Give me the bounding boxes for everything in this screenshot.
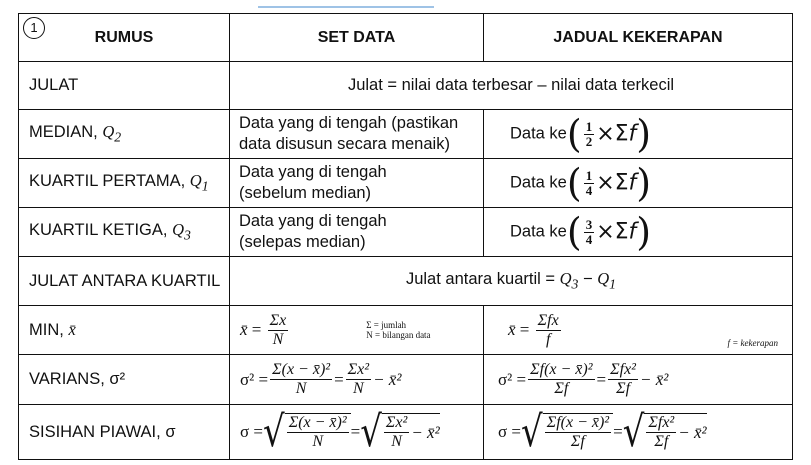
q3-symbol: Q — [172, 220, 184, 240]
q1-label-text: KUARTIL PERTAMA, — [29, 172, 186, 191]
median-set-data — [230, 110, 484, 159]
sigma-symbol: Σ — [614, 219, 629, 245]
f-symbol: f — [628, 170, 637, 196]
xbar-symbol: x̄ — [240, 320, 248, 339]
f-symbol: f — [628, 219, 637, 245]
times-symbol: × — [596, 121, 615, 147]
right-paren: ) — [636, 161, 652, 205]
sisihan-set-frac1 — [287, 414, 349, 451]
varians-set-den2: N — [353, 380, 364, 397]
left-paren: ( — [566, 161, 582, 205]
varians-jad-num1: Σf(x − x̄)² — [530, 361, 593, 378]
sisihan-jad-frac2 — [646, 414, 676, 451]
equals-sign: = — [251, 320, 262, 339]
sisihan-set-tail: − x̄² — [411, 422, 440, 442]
median-jadual — [484, 110, 793, 159]
sisihan-jad-num2: Σfx² — [648, 414, 675, 431]
right-paren: ) — [636, 210, 652, 254]
equals-sign: = — [350, 422, 361, 441]
varians-jad-den2: Σf — [616, 380, 631, 397]
sigma-symbol: Σ — [614, 121, 629, 147]
q3-jadual-prefix: Data ke — [510, 222, 567, 241]
row-julat — [19, 62, 793, 110]
iqr-q1-sub: 1 — [609, 276, 617, 292]
varians-jadual — [484, 355, 793, 405]
varians-jad-tail: − x̄² — [639, 369, 669, 389]
iqr-formula-text: Julat antara kuartil = — [405, 270, 556, 289]
sqrt-3: √ $\frac{\text{Σf(x − x̄)²}}{\Sigma f}$ — [521, 413, 613, 451]
sisihan-jadual — [484, 405, 793, 460]
iqr-minus: − — [583, 270, 593, 289]
iqr-label: JULAT ANTARA KUARTIL — [19, 257, 230, 306]
varians-set-frac2 — [346, 361, 371, 398]
formula-table — [18, 13, 793, 460]
varians-jad-frac1 — [528, 361, 594, 398]
sisihan-set-formula — [240, 407, 483, 457]
iqr-q3-sub: 3 — [571, 276, 579, 292]
q1-symbol: Q — [189, 171, 202, 191]
times-symbol: × — [596, 219, 615, 245]
sigma2-symbol: σ² — [240, 369, 255, 389]
sqrt-4: √ $\frac{\text{Σfx²}}{\Sigma f}$ − x̄² — [622, 407, 707, 457]
note-jumlah: Σ = jumlah — [366, 320, 407, 330]
q3-label-text: KUARTIL KETIGA, — [29, 221, 168, 240]
note-kekerapan: f = kekerapan — [727, 338, 778, 348]
q1-fraction — [584, 169, 595, 198]
min-label — [19, 306, 230, 355]
varians-symbol: σ² — [109, 370, 126, 388]
q1-set-line2: (sebelum median) — [239, 184, 372, 202]
q1-num: 1 — [585, 167, 593, 183]
varians-set-frac1 — [270, 361, 332, 398]
sisihan-symbol: σ — [165, 422, 176, 441]
header-jadual: JADUAL KEKERAPAN — [484, 14, 793, 62]
varians-set-den1: N — [295, 380, 307, 397]
equals-sign: = — [519, 320, 530, 339]
q3-set-line1: Data yang di tengah — [239, 212, 387, 230]
row-sisihan — [19, 405, 793, 460]
f-symbol: f — [628, 121, 637, 147]
sigma-symbol: Σ — [614, 170, 629, 196]
q1-set-line1: Data yang di tengah — [239, 163, 387, 181]
equals-sign: = — [511, 422, 522, 441]
row-median — [19, 110, 793, 159]
varians-set-data — [230, 355, 484, 405]
sqrt-1: √ $\frac{\text{Σ(x − x̄)²}}{N}$ — [263, 413, 351, 451]
note-bilangan-data: N = bilangan data — [366, 330, 431, 340]
min-symbol: x̄ — [68, 320, 76, 339]
varians-set-formula — [240, 361, 483, 398]
times-symbol: × — [596, 170, 615, 196]
min-jadual-fraction — [536, 312, 561, 349]
equals-sign: = — [516, 369, 527, 389]
sisihan-set-frac2 — [384, 414, 409, 451]
sisihan-jad-frac1 — [545, 414, 611, 451]
row-q3 — [19, 208, 793, 257]
q1-jadual — [484, 159, 793, 208]
sigma-symbol: σ — [240, 422, 250, 441]
equals-sign: = — [334, 369, 344, 389]
right-paren: ) — [636, 112, 652, 156]
sisihan-jad-tail: − x̄² — [678, 422, 707, 442]
row-varians — [19, 355, 793, 405]
min-set-data — [230, 306, 484, 355]
left-paren: ( — [566, 112, 582, 156]
varians-jadual-formula — [498, 361, 792, 398]
min-set-den: N — [272, 330, 284, 348]
median-fraction — [584, 120, 595, 149]
varians-label-text: VARIANS, — [29, 370, 105, 388]
sigma-symbol: σ — [498, 422, 508, 441]
sisihan-jadual-formula — [498, 407, 792, 457]
median-symbol: Q — [102, 122, 115, 142]
median-subscript: 2 — [114, 129, 122, 145]
min-set-formula — [240, 312, 483, 349]
top-accent-line — [258, 6, 434, 8]
header-rumus-label: RUMUS — [94, 28, 154, 46]
q3-jadual — [484, 208, 793, 257]
left-paren: ( — [566, 210, 582, 254]
min-label-text: MIN, — [29, 321, 64, 339]
row-q1 — [19, 159, 793, 208]
q3-label — [19, 208, 230, 257]
median-set-line2: data disusun secara menaik) — [239, 135, 450, 153]
q3-num: 3 — [585, 216, 593, 232]
sisihan-jad-den2: Σf — [654, 433, 669, 450]
section-number-badge: 1 — [23, 17, 45, 39]
q1-jadual-prefix: Data ke — [510, 173, 567, 192]
equals-sign: = — [596, 369, 607, 389]
min-set-num: Σx — [269, 311, 287, 329]
row-iqr — [19, 257, 793, 306]
equals-sign: = — [613, 422, 623, 441]
median-set-line1: Data yang di tengah (pastikan — [239, 114, 459, 132]
iqr-q3: Q — [559, 269, 572, 289]
median-jadual-prefix: Data ke — [510, 124, 567, 143]
min-jadual — [484, 306, 793, 355]
q3-set-data — [230, 208, 484, 257]
header-rumus — [19, 14, 230, 62]
q3-set-line2: (selepas median) — [239, 233, 366, 251]
varians-set-tail: − x̄² — [373, 369, 402, 389]
median-den: 2 — [585, 133, 593, 149]
median-num: 1 — [585, 118, 593, 134]
xbar-symbol: x̄ — [508, 320, 516, 339]
sisihan-jad-den1: Σf — [570, 433, 585, 450]
min-jad-den: f — [545, 330, 551, 348]
q3-subscript: 3 — [183, 227, 191, 243]
iqr-formula — [230, 257, 793, 306]
min-jad-num: Σfx — [537, 311, 559, 329]
sisihan-set-data — [230, 405, 484, 460]
header-set-data: SET DATA — [230, 14, 484, 62]
sisihan-set-num2: Σx² — [385, 414, 408, 431]
q1-label — [19, 159, 230, 208]
iqr-q1: Q — [597, 269, 610, 289]
q1-subscript: 1 — [201, 178, 209, 194]
sisihan-set-num1: Σ(x − x̄)² — [288, 414, 347, 431]
sisihan-set-den2: N — [391, 433, 402, 450]
min-notes — [366, 320, 430, 340]
varians-jad-den1: Σf — [554, 380, 569, 397]
varians-label — [19, 355, 230, 405]
median-label — [19, 110, 230, 159]
sisihan-label-text: SISIHAN PIAWAI, — [29, 422, 161, 441]
equals-sign: = — [253, 422, 264, 441]
julat-formula: Julat = nilai data terbesar – nilai data terkecil — [230, 62, 793, 110]
sisihan-jad-num1: Σf(x − x̄)² — [546, 414, 610, 431]
varians-set-num1: Σ(x − x̄)² — [272, 361, 331, 378]
sisihan-label — [19, 405, 230, 460]
varians-jad-frac2 — [608, 361, 638, 398]
equals-sign: = — [258, 369, 269, 389]
median-label-text: MEDIAN, — [29, 123, 98, 142]
sqrt-2: √ $\frac{\text{Σx²}}{N}$ − x̄² — [360, 407, 440, 457]
row-min — [19, 306, 793, 355]
q1-set-data — [230, 159, 484, 208]
julat-label: JULAT — [19, 62, 230, 110]
q3-fraction — [584, 218, 595, 247]
q3-den: 4 — [585, 231, 593, 247]
sigma2-symbol: σ² — [498, 369, 513, 389]
min-set-fraction — [268, 312, 289, 349]
varians-set-num2: Σx² — [347, 361, 370, 378]
sisihan-set-den1: N — [312, 433, 323, 450]
q1-den: 4 — [585, 182, 593, 198]
header-row — [19, 14, 793, 62]
varians-jad-num2: Σfx² — [610, 361, 636, 378]
